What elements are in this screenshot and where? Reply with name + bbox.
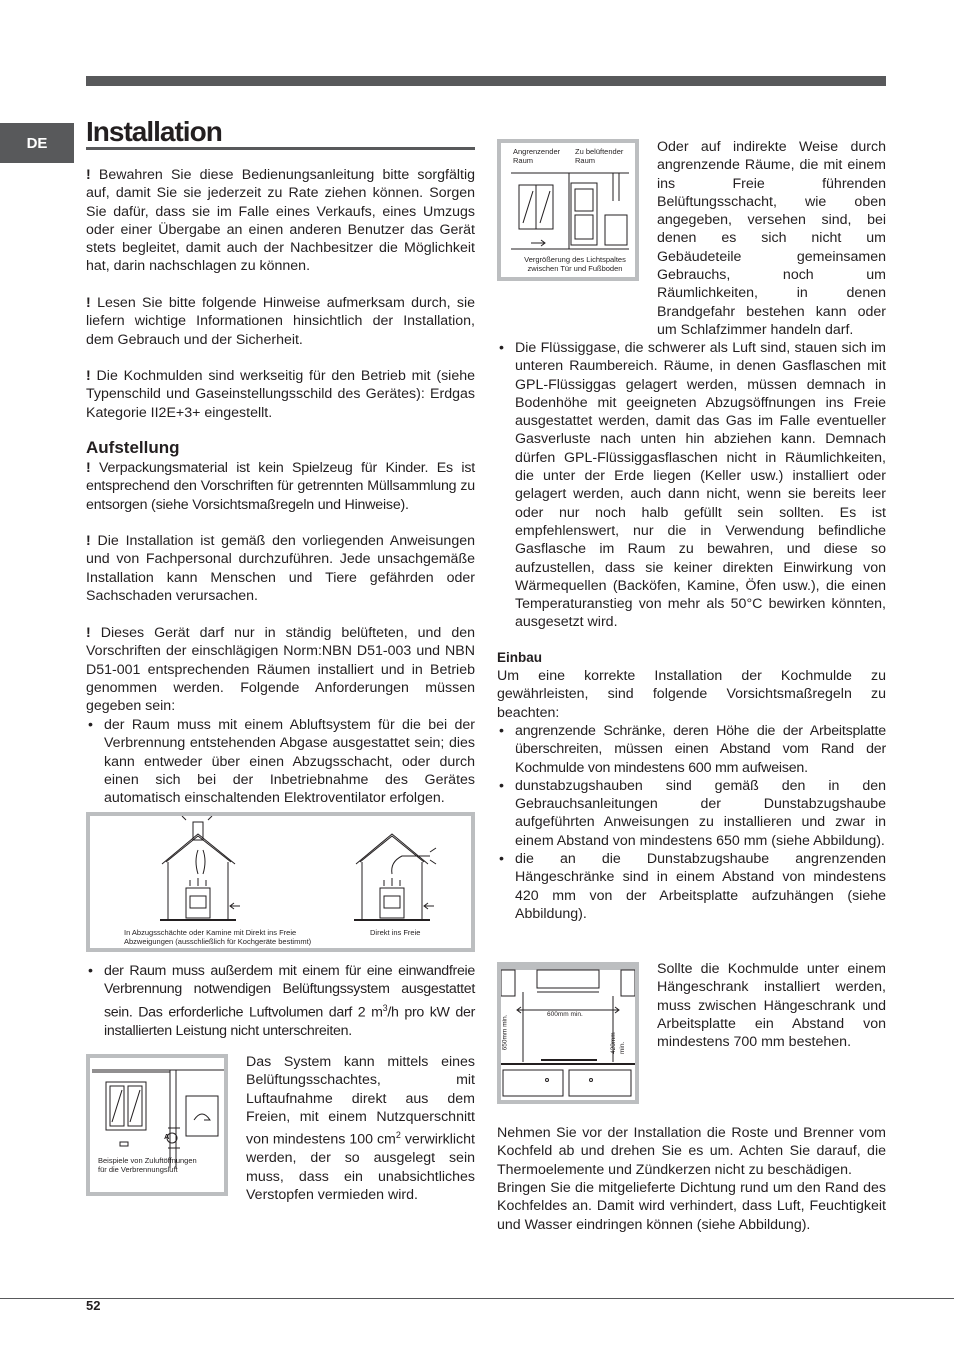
figure-caption: In Abzugsschächte oder Kamine mit Direkt ins Freie Abzweigungen (ausschließlich für Kochgeräte bestimmt) (124, 928, 312, 946)
aufstellung-paragraph-3: ! Dieses Gerät darf nur in ständig belüfteten, und den Vorschriften der einschlägigen Norm:NBN D51-003 und NBN D51-001 entsprechenden Räumen installiert und in Betrieb genommen werden. Folgende Anforderungen müssen gegeben sein: (86, 625, 475, 715)
list-item: • der Raum muss außerdem mit einem für eine einwandfreie Verbrennung notwendigen Belüftungssystem ausgestattet sein. Das erforderliche Luftvolumen darf 2 $m^3/h$ pro kW der installierten Leistung nicht unterschreiten. (86, 962, 475, 1040)
aufstellung-heading: Aufstellung (86, 438, 180, 457)
warning-mark-icon: ! (86, 295, 98, 311)
indirect-ventilation-paragraph: Oder auf indirekte Weise durch angrenzende Räume, die mit einem ins Freie führenden Belüftungsschacht, wie oben angegeben, versehen sind, bei denen es sich nicht um Gebäudeteile gemeinsamen Gebrauchs, noch um Räumlichkeiten, in denen Brandgefahr bestehen kann oder um Schlafzimmer handeln darf. (657, 139, 886, 338)
figure-caption: Beispiele von Zuluftöffnungen für die Verbrennungsluft (98, 1156, 197, 1174)
figure-hood-distances (497, 962, 639, 1104)
language-tab: DE (0, 123, 74, 163)
page-number: 52 (86, 1298, 101, 1313)
warning-mark-icon: ! (86, 368, 97, 384)
figure-adjacent-room (497, 139, 639, 281)
requirements-list-2 (86, 962, 475, 1040)
lpg-list (497, 339, 886, 632)
list-item: • angrenzende Schränke, deren Höhe die der Arbeitsplatte überschreiten, müssen einen Abstand vom Rand der Kochmulde von mindestens 600 mm aufweisen. (497, 722, 886, 777)
ventilation-shaft-paragraph: Das System kann mittels eines Belüftungsschachtes, mit Luftaufnahme direkt aus dem Freien, mit einem Nutzquerschnitt von mindestens 100 $cm^2$ verwirklicht werden, der so ausgelegt sein muss, dass ein unabsichtliches Verstopfen vermieden wird. (246, 1054, 475, 1203)
warning-mark-icon: ! (86, 533, 98, 549)
gasket-paragraph: Bringen Sie die mitgelieferte Dichtung rund um den Rand des Kochfeldes an. Damit wird verhindert, dass Luft, Feuchtigkeit und Wasser eindringen können (siehe Abbildung). (497, 1180, 886, 1233)
figure-label: Angrenzender Raum (513, 147, 561, 165)
requirements-list-1 (86, 716, 475, 807)
preparation-paragraph: Nehmen Sie vor der Installation die Roste und Brenner vom Kochfeld ab und drehen Sie es um. Achten Sie darauf, die Thermoelemente und Zündkerzen nicht zu beschädigen. (497, 1125, 886, 1178)
list-item: • der Raum muss mit einem Abluftsystem für die bei der Verbrennung entstehenden Abgase ausgestattet sein; dies kann entweder über einen Abzugsschacht, oder durch einen sich bei der Inbetriebnahme des Gerätes automatisch einschaltenden Elektroventilator erfolgen. (86, 716, 475, 807)
intro-paragraph-3: ! Die Kochmulden sind werkseitig für den Betrieb mit (siehe Typenschild und Gaseinstellungsschild des Gerätes): Erdgas Kategorie II2E+3+ eingestellt. (86, 368, 476, 421)
figure-caption: Vergrößerung des Lichtspaltes zwischen Tür und Fußboden (524, 255, 626, 273)
page-title: Installation (86, 116, 222, 147)
dimension-label-600: 600mm min. (547, 1011, 583, 1018)
title-underline (86, 147, 475, 150)
aufstellung-paragraph-1: ! Verpackungsmaterial ist kein Spielzeug für Kinder. Es ist entsprechend den Vorschriften für getrennten Müllsammlung zu entsorgen (siehe Vorsichtsmaßregeln und Hinweise). (86, 460, 475, 513)
intro-paragraph-1: ! Bewahren Sie diese Bedienungsanleitung bitte sorgfältig auf, damit Sie sie jederzeit zu Rate ziehen können. Sorgen Sie dafür, dass sie im Falle eines Verkaufs, eines Umzugs oder einer Übergabe an einen anderen Benutzer das Gerät stets begleitet, damit auch der Nachbesitzer die Möglichkeit hat, darin nachschlagen zu können. (86, 167, 475, 275)
list-item: • Die Flüssiggase, die schwerer als Luft sind, stauen sich im unteren Raumbereich. Räume, in denen Gasflaschen mit GPL-Flüssiggas gelagert werden, müssen demnach in Bodenhöhe mit geeigneten Abzugsöffnungen ins Freie ausgestattet werden, damit das Gas im Falle eventueller Gasverluste nach unten hin abziehen kann. Demnach dürfen GPL-Flüssiggasflaschen nicht in Räumlichkeiten, die unter der Erde liegen (Keller usw.) installiert oder gelagert werden, auch dann nicht, wenn sie bereits leer oder nur noch halb gefüllt sein sollten. Es ist empfehlenswert, nur die in Verwendung befindliche Gasflasche im Raum zu bewahren, und diese so aufzustellen, dass sie keiner direkten Einwirkung von Wärmequellen (Backöfen, Kamine, Öfen usw.), die einen Temperaturanstieg von mehr als 50°C bewirken könnten, ausgesetzt wird. (497, 339, 886, 632)
list-item: • die an die Dunstabzugshaube angrenzenden Hängeschränke sind in einem Abstand von mindestens 420 mm von der Arbeitsplatte aufzuhängen (siehe Abbildung). (497, 850, 886, 923)
top-bar (86, 76, 886, 86)
figure-label: Zu belüftender Raum (575, 147, 624, 165)
list-item: • dunstabzugshauben sind gemäß den in den Gebrauchsanleitungen der Dunstabzugshaube aufgeführten Anweisungen zu installieren und zwar in einem Abstand von mindestens 650 mm (siehe Abbildung). (497, 777, 886, 850)
footer-rule (0, 1298, 954, 1299)
einbau-paragraph: Um eine korrekte Installation der Kochmulde zu gewährleisten, sind folgende Vorsichtsmaßregeln zu beachten: (497, 668, 886, 721)
intro-paragraph-2: ! Lesen Sie bitte folgende Hinweise aufmerksam durch, sie liefern wichtige Informationen hinsichtlich der Installation, dem Gebrauch und der Sicherheit. (86, 295, 475, 348)
dimension-label-420: 420mm min. (610, 1032, 626, 1054)
figure-label-a: A (164, 1132, 170, 1141)
wall-cabinet-paragraph: Sollte die Kochmulde unter einem Hängeschrank installiert werden, muss zwischen Hängeschrank und Arbeitsplatte ein Abstand von mindestens 700 mm bestehen. (657, 961, 886, 1051)
einbau-heading: Einbau (497, 650, 543, 665)
warning-mark-icon: ! (86, 625, 101, 641)
dimension-label-650: 650mm min. (501, 1014, 509, 1051)
warning-mark-icon: ! (86, 460, 100, 476)
figure-caption: Direkt ins Freie (370, 928, 421, 937)
aufstellung-paragraph-2: ! Die Installation ist gemäß den vorliegenden Anweisungen und von Fachpersonal durchzuführen. Jede unsachgemäße Installation kann Menschen und Tiere gefährden oder Sachschaden verursachen. (86, 533, 475, 604)
warning-mark-icon: ! (86, 167, 99, 183)
figure-air-inlets (86, 1054, 228, 1196)
figure-exhaust-systems (86, 812, 475, 952)
einbau-list (497, 722, 886, 923)
